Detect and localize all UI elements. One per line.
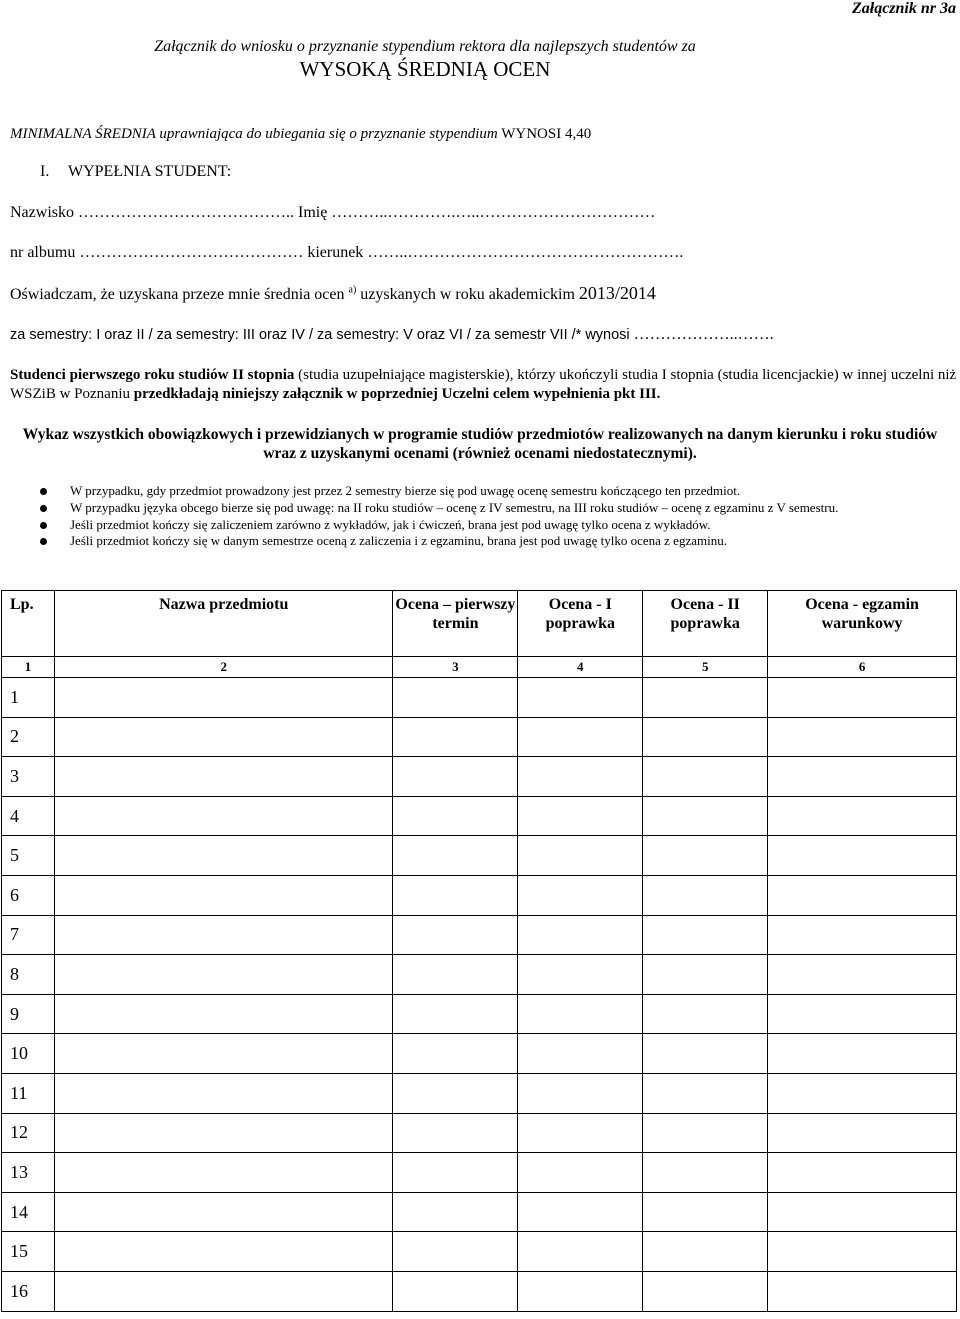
column-number: 4: [518, 657, 643, 678]
table-row: [2, 994, 957, 1034]
annex-label: Załącznik nr 3a: [851, 0, 956, 17]
first-retake-cell[interactable]: [518, 1232, 643, 1272]
row-number: 1: [2, 678, 55, 718]
header-lp: Lp.: [2, 591, 55, 657]
album-row: [10, 244, 683, 262]
table-row: [2, 678, 957, 718]
section-number: I.: [40, 163, 50, 180]
list-item-text: Jeśli przedmiot kończy się zaliczeniem zarówno z wykładów, jak i ćwiczeń, brana jest pod uwagę tylko ocena z wykładów.: [70, 516, 711, 532]
table-row: [2, 1073, 957, 1113]
form-subtitle: WYSOKĄ ŚREDNIĄ OCEN: [299, 57, 551, 81]
header-subject-name: Nazwa przedmiotu: [54, 591, 393, 657]
list-item: [38, 483, 918, 500]
note-normal: (studia uzupełniające magisterskie), którzy ukończyli studia I stopnia (studia licencjackie) w innej uczelni niż WSZiB w Poznaniu: [10, 367, 957, 402]
first-retake-cell[interactable]: [518, 1271, 643, 1311]
second-retake-cell[interactable]: [643, 994, 768, 1034]
row-number: 15: [2, 1232, 55, 1272]
table-row: [2, 796, 957, 836]
minimum-average-value: WYNOSI 4,40: [497, 126, 592, 142]
table-row: [2, 1113, 957, 1153]
second-retake-cell[interactable]: [643, 1192, 768, 1232]
second-retake-cell[interactable]: [643, 875, 768, 915]
table-row: [2, 875, 957, 915]
header-first-retake: Ocena - I poprawka: [518, 591, 643, 657]
first-retake-cell[interactable]: [518, 717, 643, 757]
transfer-students-note: [10, 366, 960, 404]
conditional-exam-cell[interactable]: [768, 1232, 957, 1272]
subject-name-cell[interactable]: [54, 796, 393, 836]
row-number: 7: [2, 915, 55, 955]
row-number: 13: [2, 1153, 55, 1193]
column-number: 1: [2, 657, 55, 678]
conditional-exam-cell[interactable]: [768, 1113, 957, 1153]
first-term-cell[interactable]: [393, 1113, 518, 1153]
subject-name-cell[interactable]: [54, 955, 393, 995]
note-bold-1: Studenci pierwszego roku studiów II stopnia: [10, 367, 295, 383]
first-retake-cell[interactable]: [518, 678, 643, 718]
list-item: [38, 517, 918, 534]
list-item-text: W przypadku, gdy przedmiot prowadzony jest przez 2 semestry bierze się pod uwagę ocenę semestru kończącego ten przedmiot.: [70, 483, 741, 498]
subject-name-cell[interactable]: [54, 915, 393, 955]
bullet-icon: [40, 505, 47, 512]
row-number: 6: [2, 875, 55, 915]
row-number: 10: [2, 1034, 55, 1074]
academic-year: 2013/2014: [578, 283, 656, 303]
conditional-exam-cell[interactable]: [768, 796, 957, 836]
subject-name-cell[interactable]: [54, 1113, 393, 1153]
column-number: 5: [643, 657, 768, 678]
column-number: 3: [393, 657, 518, 678]
first-term-cell[interactable]: [393, 1153, 518, 1193]
first-term-cell[interactable]: [393, 757, 518, 797]
second-retake-cell[interactable]: [643, 757, 768, 797]
conditional-exam-cell[interactable]: [768, 1073, 957, 1113]
first-retake-cell[interactable]: [518, 1153, 643, 1193]
first-retake-cell[interactable]: [518, 1034, 643, 1074]
second-retake-cell[interactable]: [643, 678, 768, 718]
footnote-marker: a): [348, 284, 357, 296]
subject-name-cell[interactable]: [54, 678, 393, 718]
row-number: 2: [2, 717, 55, 757]
table-row: [2, 1153, 957, 1193]
form-title: Załącznik do wniosku o przyznanie stypendium rektora dla najlepszych studentów za: [154, 38, 696, 55]
bullet-icon: [40, 488, 47, 495]
header-first-term: Ocena – pierwszy termin: [393, 591, 518, 657]
first-term-cell[interactable]: [393, 836, 518, 876]
conditional-exam-cell[interactable]: [768, 1192, 957, 1232]
rules-list: [38, 483, 918, 550]
album-label: nr albumu: [10, 244, 76, 261]
album-field[interactable]: ……………………………………: [79, 244, 304, 261]
declaration-row: [10, 283, 656, 304]
subject-name-cell[interactable]: [54, 1073, 393, 1113]
conditional-exam-cell[interactable]: [768, 915, 957, 955]
conditional-exam-cell[interactable]: [768, 678, 957, 718]
table-header-row: [2, 591, 957, 657]
minimum-average-italic: MINIMALNA ŚREDNIA uprawniająca do ubiegania się o przyznanie stypendium: [10, 126, 498, 142]
second-retake-cell[interactable]: [643, 1153, 768, 1193]
conditional-exam-cell[interactable]: [768, 1034, 957, 1074]
header-conditional-exam: Ocena - egzamin warunkowy: [768, 591, 957, 657]
second-retake-cell[interactable]: [643, 836, 768, 876]
subject-name-cell[interactable]: [54, 1232, 393, 1272]
subject-name-cell[interactable]: [54, 717, 393, 757]
row-number: 3: [2, 757, 55, 797]
semesters-text: za semestry: I oraz II / za semestry: III oraz IV / za semestry: V oraz VI / za semestr VII /* wynosi: [10, 327, 630, 343]
second-retake-cell[interactable]: [643, 1232, 768, 1272]
column-number: 2: [54, 657, 393, 678]
conditional-exam-cell[interactable]: [768, 955, 957, 995]
direction-label: kierunek: [307, 244, 364, 261]
table-row: [2, 1271, 957, 1311]
subject-name-cell[interactable]: [54, 1034, 393, 1074]
first-term-cell[interactable]: [393, 994, 518, 1034]
table-row: [2, 955, 957, 995]
conditional-exam-cell[interactable]: [768, 717, 957, 757]
first-term-cell[interactable]: [393, 875, 518, 915]
average-field[interactable]: ………………..…….: [633, 326, 774, 343]
subject-name-cell[interactable]: [54, 1153, 393, 1193]
row-number: 4: [2, 796, 55, 836]
first-term-cell[interactable]: [393, 1073, 518, 1113]
first-term-cell[interactable]: [393, 717, 518, 757]
subject-name-cell[interactable]: [54, 1271, 393, 1311]
subject-list-heading: Wykaz wszystkich obowiązkowych i przewidzianych w programie studiów przedmiotów realizowanych na danym kierunku i roku studiów wraz z uzyskanymi ocenami (również ocenami niedostatecznymi).: [22, 426, 938, 462]
conditional-exam-cell[interactable]: [768, 994, 957, 1034]
table-row: [2, 1034, 957, 1074]
table-row: [2, 1232, 957, 1272]
first-term-cell[interactable]: [393, 678, 518, 718]
row-number: 16: [2, 1271, 55, 1311]
name-row: [10, 204, 655, 222]
list-item: [38, 533, 918, 550]
first-retake-cell[interactable]: [518, 955, 643, 995]
subject-name-cell[interactable]: [54, 875, 393, 915]
list-item-text: Jeśli przedmiot kończy się w danym semestrze oceną z zaliczenia i z egzaminu, brana jest pod uwagę tylko ocena z egzaminu.: [70, 533, 727, 549]
first-term-cell[interactable]: [393, 1271, 518, 1311]
row-number: 11: [2, 1073, 55, 1113]
row-number: 12: [2, 1113, 55, 1153]
list-item-text: W przypadku języka obcego bierze się pod uwagę: na II roku studiów – ocenę z IV semestru, na III roku studiów – ocenę z egzaminu z V semestru.: [70, 499, 839, 515]
section-title: WYPEŁNIA STUDENT:: [68, 163, 232, 180]
conditional-exam-cell[interactable]: [768, 757, 957, 797]
first-retake-cell[interactable]: [518, 796, 643, 836]
declaration-text: Oświadczam, że uzyskana przeze mnie średnia ocen: [10, 286, 349, 303]
row-number: 14: [2, 1192, 55, 1232]
subject-name-cell[interactable]: [54, 1192, 393, 1232]
second-retake-cell[interactable]: [643, 1073, 768, 1113]
subject-name-cell[interactable]: [54, 836, 393, 876]
first-retake-cell[interactable]: [518, 1113, 643, 1153]
row-number: 5: [2, 836, 55, 876]
conditional-exam-cell[interactable]: [768, 875, 957, 915]
second-retake-cell[interactable]: [643, 717, 768, 757]
first-term-cell[interactable]: [393, 955, 518, 995]
table-row: [2, 717, 957, 757]
first-retake-cell[interactable]: [518, 757, 643, 797]
name-label: Imię: [297, 204, 328, 221]
declaration-rest: uzyskanych w roku akademickim: [356, 286, 575, 303]
table-row: [2, 757, 957, 797]
name-field[interactable]: ………..………….…..……………………………: [331, 204, 656, 221]
table-row: [2, 915, 957, 955]
direction-field[interactable]: ……..…………………………………………….: [367, 244, 684, 261]
section-heading: [10, 163, 231, 181]
conditional-exam-cell[interactable]: [768, 1153, 957, 1193]
conditional-exam-cell[interactable]: [768, 1271, 957, 1311]
minimum-average-note: [10, 126, 591, 143]
row-number: 9: [2, 994, 55, 1034]
first-term-cell[interactable]: [393, 1232, 518, 1272]
header-second-retake: Ocena - II poprawka: [643, 591, 768, 657]
conditional-exam-cell[interactable]: [768, 836, 957, 876]
second-retake-cell[interactable]: [643, 796, 768, 836]
second-retake-cell[interactable]: [643, 955, 768, 995]
first-retake-cell[interactable]: [518, 1192, 643, 1232]
first-term-cell[interactable]: [393, 796, 518, 836]
first-retake-cell[interactable]: [518, 915, 643, 955]
second-retake-cell[interactable]: [643, 915, 768, 955]
second-retake-cell[interactable]: [643, 1113, 768, 1153]
grades-table: [1, 590, 957, 1312]
bullet-icon: [40, 522, 47, 529]
column-number-row: [2, 657, 957, 678]
second-retake-cell[interactable]: [643, 1271, 768, 1311]
row-number: 8: [2, 955, 55, 995]
bullet-icon: [40, 538, 47, 545]
list-item: [38, 500, 918, 517]
semesters-row: [10, 326, 774, 344]
surname-field[interactable]: …………………………………..: [77, 204, 298, 221]
first-retake-cell[interactable]: [518, 994, 643, 1034]
table-row: [2, 1192, 957, 1232]
surname-label: Nazwisko: [10, 204, 74, 221]
first-term-cell[interactable]: [393, 1192, 518, 1232]
note-bold-2: przedkładają niniejszy załącznik w poprzedniej Uczelni celem wypełnienia pkt III.: [133, 386, 661, 402]
subject-name-cell[interactable]: [54, 757, 393, 797]
first-retake-cell[interactable]: [518, 1073, 643, 1113]
subject-name-cell[interactable]: [54, 994, 393, 1034]
first-term-cell[interactable]: [393, 915, 518, 955]
first-term-cell[interactable]: [393, 1034, 518, 1074]
first-retake-cell[interactable]: [518, 836, 643, 876]
table-row: [2, 836, 957, 876]
second-retake-cell[interactable]: [643, 1034, 768, 1074]
column-number: 6: [768, 657, 957, 678]
first-retake-cell[interactable]: [518, 875, 643, 915]
